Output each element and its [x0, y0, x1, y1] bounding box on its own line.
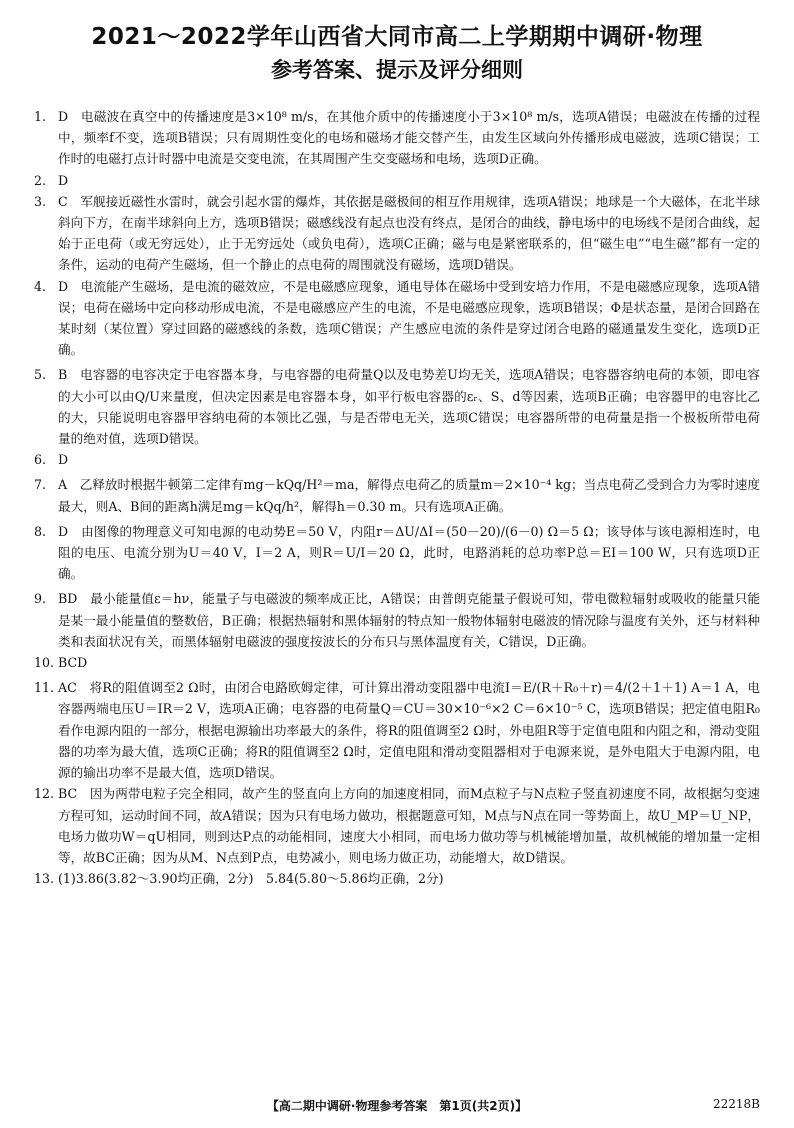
item-text: D 由图像的物理意义可知电源的电动势E＝50 V，内阻r＝ΔU/ΔI＝(50－20)/(6－0) Ω＝5 Ω；该导体与该电源相连时，电阻的电压、电流分别为U＝40 V，I＝2 A，则R＝U/I＝20 Ω，此时，电路消耗的总功率P总＝EI＝100 W，只有选项D正确。 — [58, 523, 760, 582]
answer-item-12 — [34, 783, 760, 868]
answer-item-6 — [34, 449, 760, 470]
answer-item-1 — [34, 106, 760, 170]
item-number: 3. — [34, 193, 47, 209]
item-number: 8. — [34, 523, 47, 539]
item-number: 11. — [34, 680, 55, 696]
item-text: C 军舰接近磁性水雷时，就会引起水雷的爆炸，其依据是磁极间的相互作用规律，选项A错误；地球是一个大磁体，在北半球斜向下方，在南半球斜向上方，选项B错误；磁感线没有起点也没有终点，是闭合的曲线，静电场中的电场线不是闭合曲线，起始于正电荷（或无穷远处），止于无穷远处（或负电荷），选项C正确；磁与电是紧密联系的，但“磁生电”“电生磁”都有一定的条件，运动的电荷产生磁场，但一个静止的点电荷的周围就没有磁场，选项D错误。 — [58, 193, 760, 273]
item-number: 2. — [34, 172, 47, 188]
answer-item-9 — [34, 588, 760, 652]
answer-item-5 — [34, 364, 760, 449]
item-text: BCD — [58, 655, 88, 671]
item-text: BC 因为两带电粒子完全相同，故产生的竖直向上方向的加速度相同，而M点粒子与N点粒子竖直初速度不同，故根据匀变速方程可知，运动时间不同，故A错误；因为只有电场力做功，根据题意可知，M点与N点在同一等势面上，故U_MP＝U_NP，电场力做功W＝qU相同，则到达P点的动能相同，速度大小相同，而电场力做功等与机械能增加量，故机械能的增加量一定相等，故BC正确；因为从M、N点到P点，电势减小，则电场力做正功，动能增大，故D错误。 — [58, 786, 760, 865]
item-number: 7. — [34, 477, 47, 493]
item-number: 5. — [34, 367, 47, 383]
item-text: A 乙释放时根据牛顿第二定律有mg－kQq/H²＝ma，解得点电荷乙的质量m＝2×10⁻⁴ kg；当点电荷乙受到合力为零时速度最大，则A、B间的距离h满足mg＝kQq/h²，解得h＝0.30 m。只有选项A正确。 — [58, 477, 760, 514]
item-text: BD 最小能量值ε＝hν，能量子与电磁波的频率成正比，A错误；由普朗克能量子假说可知，带电微粒辐射或吸收的能量只能是某一最小能量值的整数倍，B正确；根据热辐射和黑体辐射的特点知一般物体辐射电磁波的情况除与温度有关外，还与材料种类和表面状况有关，而黑体辐射电磁波的强度按波长的分布只与黑体温度有关，C错误，D正确。 — [58, 591, 760, 649]
answer-item-7 — [34, 474, 760, 516]
item-text: AC 将R的阻值调至2 Ω时，由闭合电路欧姆定律，可计算出滑动变阻器中电流I＝E/(R＋R₀＋r)＝4/(2＋1＋1) A＝1 A，电容器两端电压U＝IR＝2 V，选项A正确；电容器的电荷量Q＝CU＝30×10⁻⁶×2 C＝6×10⁻⁵ C，选项B错误；把定值电阻R₀看作电源内阻的一部分，根据电源输出功率最大的条件，将R的阻值调至2 Ω时，外电阻R等于定值电阻和内阻之和，滑动变阻器的功率为最大值，选项C正确；将R的阻值调至2 Ω时，定值电阻和滑动变阻器相对于电源来说，是外电阻大于电源内阻，电源的输出功率不是最大值，选项D错误。 — [58, 680, 760, 781]
footer-code: 22218B — [713, 1097, 760, 1111]
item-number: 13. — [34, 871, 55, 887]
answer-item-4 — [34, 276, 760, 361]
item-number: 10. — [34, 655, 55, 671]
footer-page-info: 【高二期中调研·物理参考答案 第1页(共2页)】 — [266, 1099, 528, 1113]
answer-item-2 — [34, 170, 760, 191]
page-subtitle: 参考答案、提示及评分细则 — [271, 58, 523, 82]
answer-list — [34, 106, 760, 889]
item-text: D 电流能产生磁场，是电流的磁效应，不是电磁感应现象，通电导体在磁场中受到安培力作用，不是电磁感应现象，选项A错误；电荷在磁场中定向移动形成电流，不是电磁感应产生的电流，不是电磁感应现象，选项B错误；Φ是状态量，是闭合回路在某时刻（某位置）穿过回路的磁感线的条数，选项C错误；产生感应电流的条件是穿过闭合电路的磁通量发生变化，选项D正确。 — [58, 278, 760, 358]
item-text: B 电容器的电容决定于电容器本身，与电容器的电荷量Q以及电势差U均无关，选项A错误；电容器容纳电荷的本领，即电容的大小可以由Q/U来量度，但决定因素是电容器本身，如平行板电容器的εᵣ、S、d等因素，选项B正确；电容器甲的电容比乙的大，只能说明电容器甲容纳电荷的本领比乙强，与是否带电无关，选项C错误；电容器所带的电荷量是指一个极板所带电荷量的绝对值，选项D错误。 — [58, 367, 760, 447]
answer-item-13 — [34, 868, 760, 889]
item-number: 4. — [34, 278, 47, 294]
item-number: 6. — [34, 452, 47, 468]
page-title: 2021～2022学年山西省大同市高二上学期期中调研·物理 — [91, 24, 703, 50]
answer-item-8 — [34, 521, 760, 585]
item-text: D — [58, 452, 69, 468]
item-number: 1. — [34, 109, 47, 124]
item-text: (1)3.86(3.82～3.90均正确，2分) 5.84(5.80～5.86均正确，2分) — [58, 871, 444, 887]
item-text: D — [58, 172, 69, 188]
item-number: 9. — [34, 591, 47, 607]
item-number: 12. — [34, 786, 55, 802]
answer-item-10 — [34, 652, 760, 673]
item-text: D 电磁波在真空中的传播速度是3×10⁸ m/s，在其他介质中的传播速度小于3×10⁸ m/s，选项A错误；电磁波在传播的过程中，频率f不变，选项B错误；只有周期性变化的电场和磁场才能交替产生，由发生区域向外传播形成电磁波，选项C错误；工作时的电磁打点计时器中电流是交变电流，在其周围产生交变磁场和电场，选项D正确。 — [58, 109, 760, 167]
answer-item-3 — [34, 191, 760, 276]
page-footer — [0, 1097, 794, 1114]
answer-item-11 — [34, 677, 760, 783]
